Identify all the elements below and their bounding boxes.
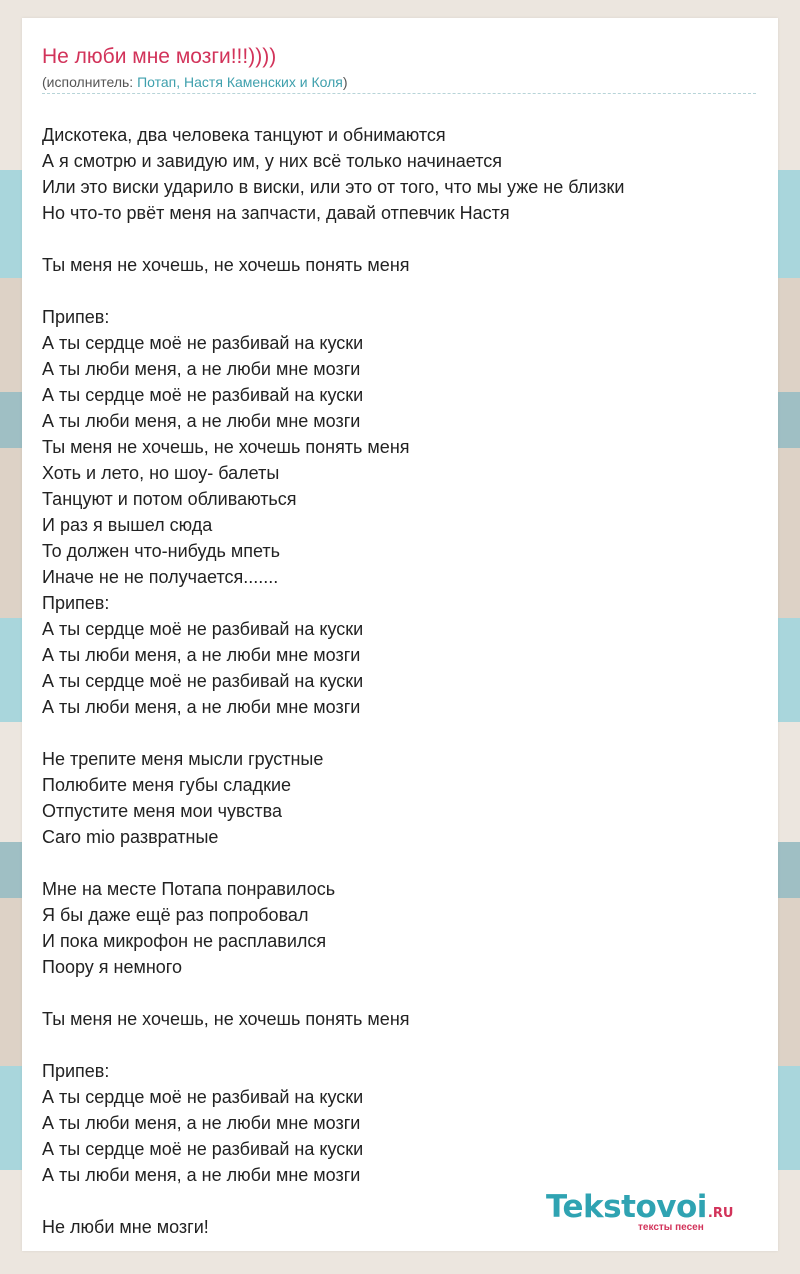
lyric-line: Не люби мне мозги!	[42, 1217, 209, 1237]
artist-prefix: (исполнитель:	[42, 74, 138, 90]
lyric-line	[42, 980, 624, 1006]
lyric-line: А я смотрю и завидую им, у них всё только начинается	[42, 151, 503, 171]
lyric-line	[42, 1032, 624, 1058]
lyric-line: А ты сердце моё не разбивай на куски	[42, 385, 364, 405]
site-logo[interactable]	[546, 1189, 734, 1233]
lyric-line	[42, 1188, 624, 1214]
lyrics-card	[22, 18, 778, 1251]
lyric-line: Полюбите меня губы сладкие	[42, 775, 292, 795]
lyric-line: А ты люби меня, а не люби мне мозги	[42, 697, 361, 717]
lyric-line: А ты сердце моё не разбивай на куски	[42, 333, 364, 353]
lyric-line: Дискотека, два человека танцуют и обнимаются	[42, 125, 446, 145]
lyric-line: А ты люби меня, а не люби мне мозги	[42, 359, 361, 379]
lyric-line	[42, 850, 624, 876]
logo-tld: .RU	[707, 1206, 734, 1221]
song-title: Не люби мне мозги!!!))))	[42, 45, 277, 68]
lyric-line: Танцуют и потом обливаються	[42, 489, 297, 509]
lyric-line	[42, 226, 624, 252]
lyric-line: То должен что-нибудь мпеть	[42, 541, 280, 561]
lyric-line: А ты люби меня, а не люби мне мозги	[42, 1165, 361, 1185]
lyric-line: Или это виски ударило в виски, или это от того, что мы уже не близки	[42, 177, 625, 197]
lyric-line: Но что-то рвёт меня на запчасти, давай отпевчик Настя	[42, 203, 510, 223]
lyric-line: Ты меня не хочешь, не хочешь понять меня	[42, 1009, 410, 1029]
lyric-line: И раз я вышел сюда	[42, 515, 213, 535]
lyric-line: А ты сердце моё не разбивай на куски	[42, 1087, 364, 1107]
logo-name: Tekstovoi	[546, 1189, 707, 1225]
lyric-line: Хоть и лето, но шоу- балеты	[42, 463, 280, 483]
lyric-line: Иначе не не получается.......	[42, 567, 279, 587]
lyric-line	[42, 278, 624, 304]
lyric-line: А ты сердце моё не разбивай на куски	[42, 1139, 364, 1159]
lyric-line: Я бы даже ещё раз попробовал	[42, 905, 309, 925]
lyric-line: А ты люби меня, а не люби мне мозги	[42, 1113, 361, 1133]
lyric-line: Отпустите меня мои чувства	[42, 801, 283, 821]
logo-tagline: тексты песен	[638, 1222, 704, 1233]
lyric-line: Caro mio развратные	[42, 827, 219, 847]
artist-suffix: )	[342, 74, 348, 90]
lyric-line: Мне на месте Потапа понравилось	[42, 879, 336, 899]
lyric-line: А ты люби меня, а не люби мне мозги	[42, 411, 361, 431]
lyric-line: И пока микрофон не расплавился	[42, 931, 327, 951]
lyric-line	[42, 720, 624, 746]
lyric-line: А ты люби меня, а не люби мне мозги	[42, 645, 361, 665]
artist-link[interactable]: Потап, Настя Каменских и Коля	[137, 74, 343, 90]
lyric-line: Поору я немного	[42, 957, 182, 977]
lyric-line: А ты сердце моё не разбивай на куски	[42, 619, 364, 639]
artist-line	[42, 73, 756, 94]
lyric-line: Припев:	[42, 307, 110, 327]
lyric-line: Ты меня не хочешь, не хочешь понять меня	[42, 255, 410, 275]
lyric-line: Припев:	[42, 1061, 110, 1081]
lyric-line: Не трепите меня мысли грустные	[42, 749, 324, 769]
lyrics-text	[42, 122, 624, 1240]
lyric-line: А ты сердце моё не разбивай на куски	[42, 671, 364, 691]
lyric-line: Припев:	[42, 593, 110, 613]
lyric-line: Ты меня не хочешь, не хочешь понять меня	[42, 437, 410, 457]
